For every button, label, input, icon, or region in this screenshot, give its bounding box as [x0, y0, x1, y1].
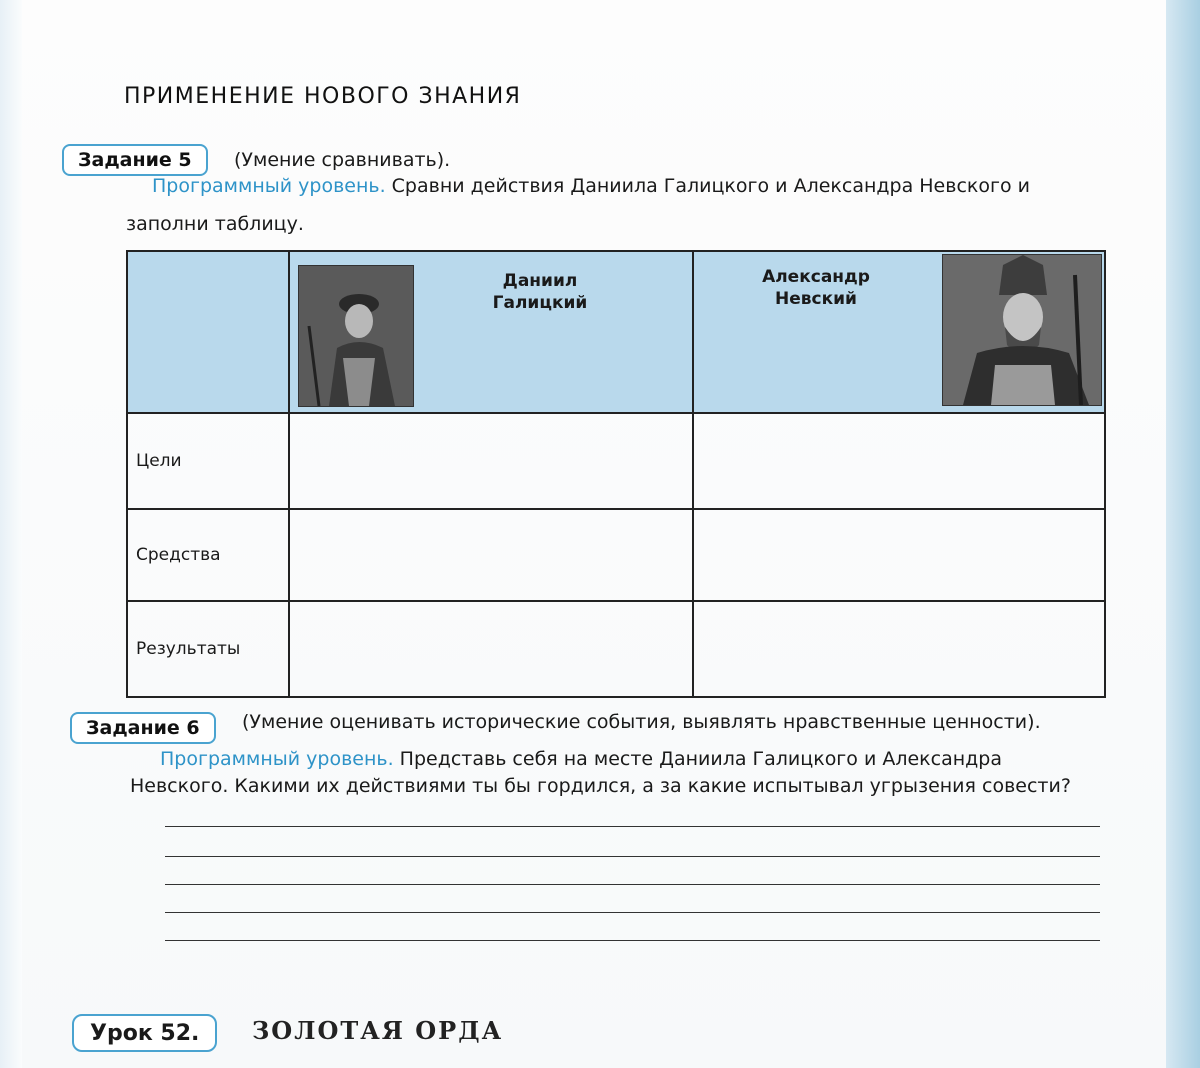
- task5-text: Сравни действия Даниила Галицкого и Александра Невского и: [385, 175, 1030, 197]
- task6-instruction-line1: [160, 744, 1002, 774]
- alexander-name-line2: Невский: [775, 289, 857, 309]
- daniil-name-line1: Даниил: [502, 271, 578, 291]
- alexander-name-line1: Александр: [762, 267, 870, 287]
- row-label-goals: Цели: [127, 413, 289, 509]
- answer-cell-alexander-results[interactable]: [693, 601, 1105, 697]
- daniil-galitsky-portrait-icon: [298, 265, 414, 407]
- task6-text: Представь себя на месте Даниила Галицкого и Александра: [393, 748, 1003, 770]
- header-cell-daniil: [289, 251, 693, 413]
- task5-badge: Задание 5: [62, 144, 208, 176]
- header-cell-alexander: [693, 251, 1105, 413]
- alexander-nevsky-portrait-icon: [942, 254, 1102, 406]
- task5-instruction-line2: заполни таблицу.: [126, 213, 304, 235]
- page-edge-left: [0, 0, 22, 1068]
- header-name-alexander: [736, 266, 896, 310]
- table-row: [127, 509, 1105, 601]
- row-label-means: Средства: [127, 509, 289, 601]
- answer-cell-alexander-goals[interactable]: [693, 413, 1105, 509]
- task6-instruction-line2: Невского. Какими их действиями ты бы гордился, а за какие испытывал угрызения совести?: [130, 775, 1071, 797]
- answer-line[interactable]: [165, 884, 1100, 885]
- page-edge-right: [1166, 0, 1200, 1068]
- comparison-table: [126, 250, 1106, 698]
- answer-cell-daniil-means[interactable]: [289, 509, 693, 601]
- answer-cell-alexander-means[interactable]: [693, 509, 1105, 601]
- task6-level: Программный уровень.: [160, 748, 394, 770]
- answer-line[interactable]: [165, 912, 1100, 913]
- header-empty-cell: [127, 251, 289, 413]
- answer-line[interactable]: [165, 826, 1100, 827]
- task5-instruction-line1: [152, 171, 1030, 201]
- section-title: ПРИМЕНЕНИЕ НОВОГО ЗНАНИЯ: [124, 84, 522, 109]
- answer-cell-daniil-results[interactable]: [289, 601, 693, 697]
- row-label-results: Результаты: [127, 601, 289, 697]
- task6-badge: Задание 6: [70, 712, 216, 744]
- answer-line[interactable]: [165, 940, 1100, 941]
- answer-line[interactable]: [165, 856, 1100, 857]
- lesson-title: ЗОЛОТАЯ ОРДА: [252, 1016, 504, 1045]
- table-row: [127, 601, 1105, 697]
- daniil-name-line2: Галицкий: [492, 293, 588, 313]
- task5-level: Программный уровень.: [152, 175, 386, 197]
- table-row: [127, 413, 1105, 509]
- lesson-badge: Урок 52.: [72, 1014, 217, 1052]
- task6-skill: (Умение оценивать исторические события, выявлять нравственные ценности).: [242, 711, 1041, 733]
- answer-cell-daniil-goals[interactable]: [289, 413, 693, 509]
- task5-skill: (Умение сравнивать).: [234, 149, 451, 171]
- table-header-row: [127, 251, 1105, 413]
- header-name-daniil: [460, 270, 620, 314]
